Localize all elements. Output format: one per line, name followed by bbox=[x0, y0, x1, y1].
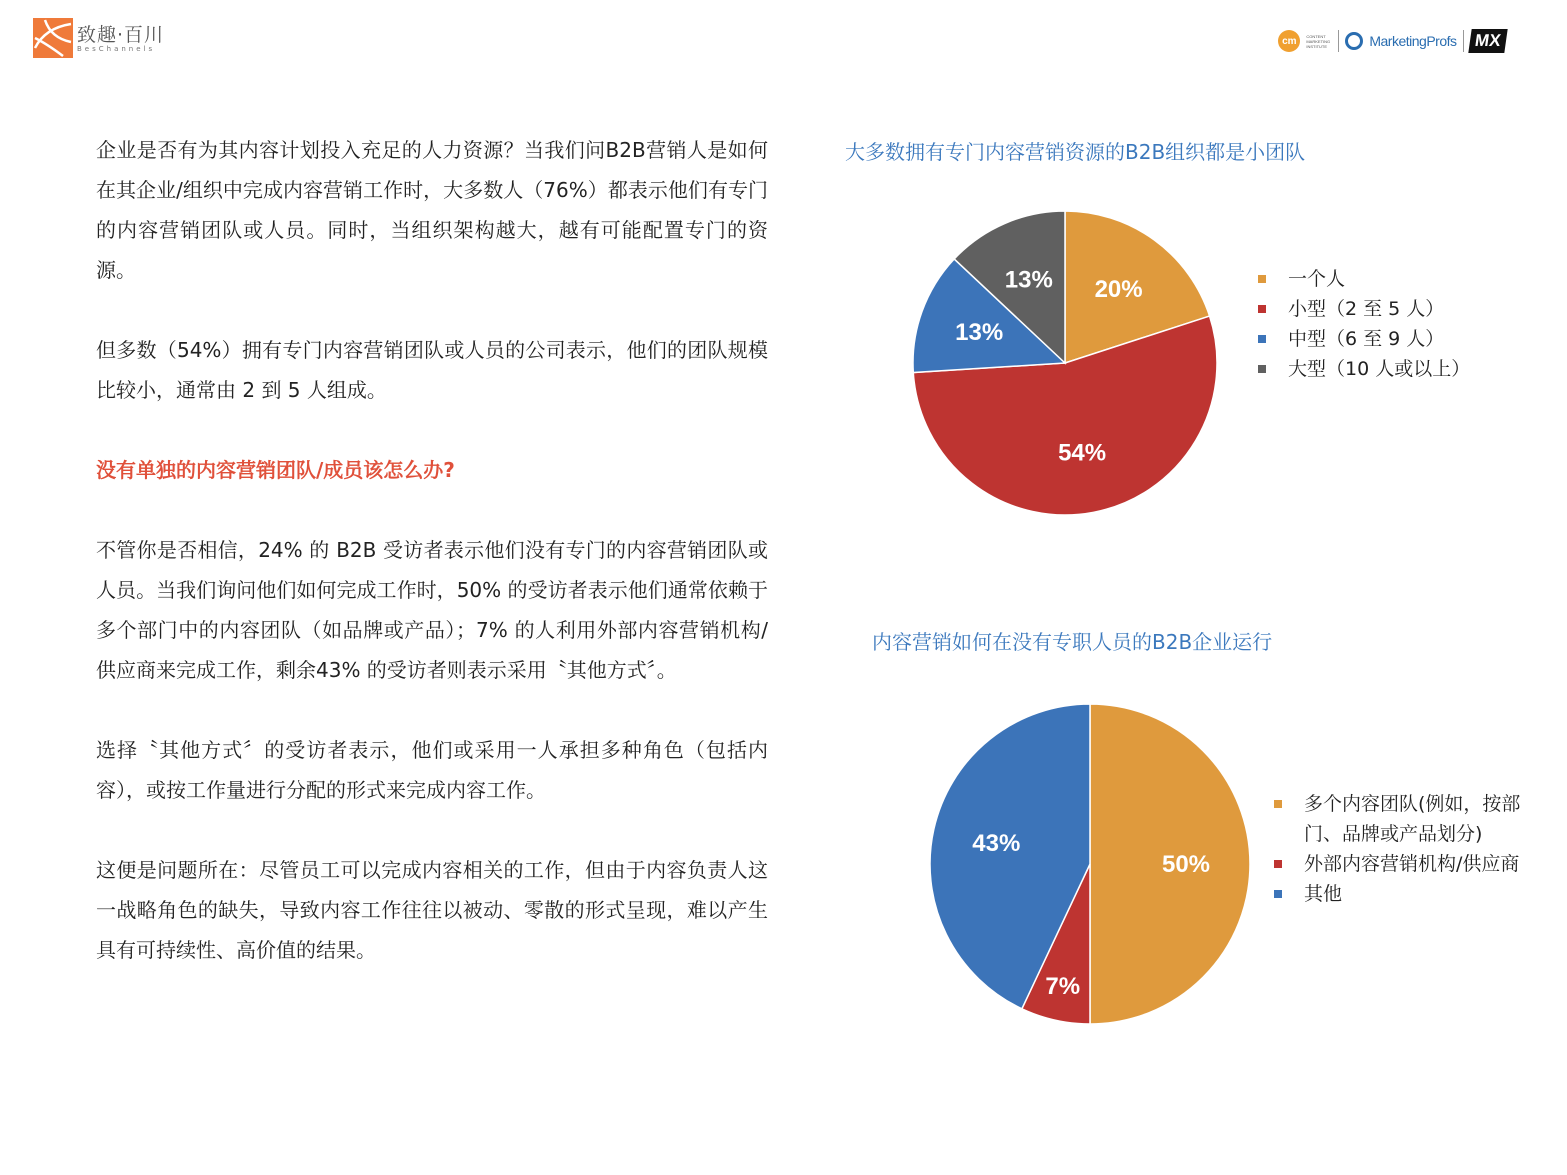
cmi-logo-text: CONTENT MARKETING INSTITUTE bbox=[1306, 33, 1331, 49]
beschannels-logo bbox=[33, 18, 163, 60]
legend-swatch bbox=[1258, 275, 1266, 283]
chart-2-title: 内容营销如何在没有专职人员的B2B企业运行 bbox=[872, 630, 1273, 654]
chart-1-pie bbox=[905, 203, 1225, 523]
legend-label: 中型（6 至 9 人） bbox=[1288, 328, 1445, 350]
legend-swatch bbox=[1274, 800, 1282, 808]
legend-label: 其他 bbox=[1304, 883, 1343, 905]
legend-label: 多个内容团队(例如，按部门、品牌或产品划分) bbox=[1304, 793, 1521, 845]
marketingprofs-icon bbox=[1345, 32, 1363, 50]
legend-swatch bbox=[1258, 335, 1266, 343]
chart-1-title: 大多数拥有专门内容营销资源的B2B组织都是小团队 bbox=[845, 140, 1306, 164]
legend-swatch bbox=[1274, 860, 1282, 868]
brand-name-en: BesChannels bbox=[77, 45, 156, 53]
section-heading: 没有单独的内容营销团队/成员该怎么办? bbox=[96, 458, 455, 482]
paragraph-4: 选择〝其他方式〞的受访者表示，他们或采用一人承担多种角色（包括内容），或按工作量进行分配的形式来完成内容工作。 bbox=[96, 738, 768, 802]
legend-item bbox=[1258, 294, 1518, 324]
legend-item bbox=[1258, 354, 1518, 384]
legend-label: 一个人 bbox=[1288, 268, 1346, 290]
logo-divider bbox=[1463, 30, 1464, 52]
legend-label: 大型（10 人或以上） bbox=[1288, 358, 1471, 380]
pie-slice-label: 7% bbox=[1045, 972, 1081, 1000]
chart-2-pie bbox=[922, 696, 1258, 1032]
beschannels-logo-icon bbox=[33, 18, 73, 58]
legend-item bbox=[1274, 879, 1524, 909]
partner-logos bbox=[1278, 26, 1505, 56]
chart-1-legend bbox=[1258, 264, 1518, 384]
legend-item bbox=[1258, 264, 1518, 294]
pie-slice-label: 20% bbox=[1094, 276, 1143, 304]
brand-name-cn: 致趣·百川 bbox=[77, 24, 165, 46]
legend-item bbox=[1274, 789, 1524, 849]
legend-swatch bbox=[1258, 305, 1266, 313]
paragraph-5: 这便是问题所在：尽管员工可以完成内容相关的工作，但由于内容负责人这一战略角色的缺失，导致内容工作往往以被动、零散的形式呈现，难以产生具有可持续性、高价值的结果。 bbox=[96, 858, 768, 962]
legend-label: 外部内容营销机构/供应商 bbox=[1304, 853, 1520, 875]
mx-logo: MX bbox=[1468, 29, 1507, 53]
marketingprofs-logo-text: MarketingProfs bbox=[1369, 33, 1457, 49]
paragraph-1: 企业是否有为其内容计划投入充足的人力资源？当我们问B2B营销人是如何在其企业/组织中完成内容营销工作时，大多数人（76%）都表示他们有专门的内容营销团队或人员。同时，当组织架构越大，越有可能配置专门的资源。 bbox=[96, 138, 768, 282]
pie-slice-label: 13% bbox=[955, 319, 1004, 347]
legend-item bbox=[1258, 324, 1518, 354]
legend-item bbox=[1274, 849, 1524, 879]
chart-2-legend bbox=[1274, 789, 1524, 909]
article-body bbox=[96, 130, 768, 1010]
pie-slice-label: 13% bbox=[1004, 266, 1053, 294]
pie-slice-label: 43% bbox=[972, 830, 1021, 858]
paragraph-3: 不管你是否相信，24% 的 B2B 受访者表示他们没有专门的内容营销团队或人员。当我们询问他们如何完成工作时，50% 的受访者表示他们通常依赖于多个部门中的内容团队（如品牌或产品）；7% 的人利用外部内容营销机构/供应商来完成工作，剩余43% 的受访者则表示采用〝其他方式〞。 bbox=[96, 538, 768, 682]
logo-divider bbox=[1338, 30, 1339, 52]
pie-slice-label: 50% bbox=[1161, 851, 1211, 878]
cmi-logo-icon: cm bbox=[1278, 30, 1300, 52]
pie-slice-label: 54% bbox=[1058, 439, 1107, 467]
legend-label: 小型（2 至 5 人） bbox=[1288, 298, 1445, 320]
legend-swatch bbox=[1258, 365, 1266, 373]
paragraph-2: 但多数（54%）拥有专门内容营销团队或人员的公司表示，他们的团队规模比较小，通常由 2 到 5 人组成。 bbox=[96, 338, 768, 402]
legend-swatch bbox=[1274, 890, 1282, 898]
